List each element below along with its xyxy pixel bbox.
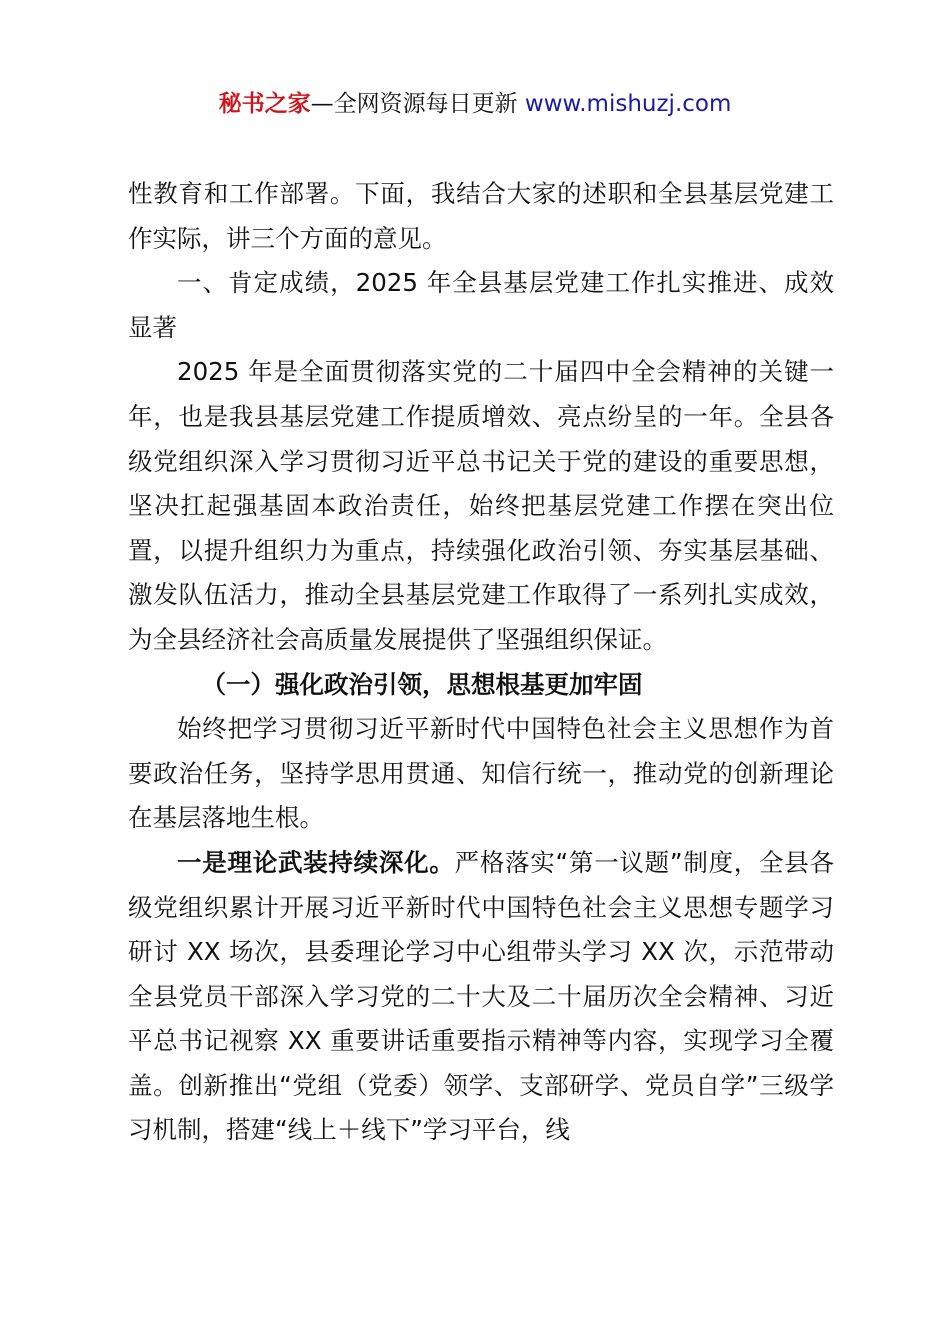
header-slogan: —全网资源每日更新 (310, 91, 525, 117)
header-url[interactable]: www.mishuzj.com (524, 91, 732, 117)
paragraph-lead: 一是理论武装持续深化。 (177, 847, 455, 877)
paragraph-political-guidance: 始终把学习贯彻习近平新时代中国特色社会主义思想作为首要政治任务，坚持学思用贯通、知信行统一，推动党的创新理论在基层落地生根。 (128, 714, 834, 833)
section-heading-1: 一、肯定成绩，2025 年全县基层党建工作扎实推进、成效显著 (128, 268, 834, 342)
paragraph-theory-body: 严格落实“第一议题”制度，全县各级党组织累计开展习近平新时代中国特色社会主义思想专题学习研讨 XX 场次，县委理论学习中心组带头学习 XX 次，示范带动全县党员干部深入学习党的二十大及二十届历次全会精神、习近平总书记视察 XX 重要讲话重要指示精神等内容，实现学习全覆盖。创新推出“党组（党委）领学、支部研学、党员自学”三级学习机制，搭建“线上＋线下”学习平台，线 (128, 847, 835, 1145)
document-body (128, 172, 834, 1153)
subsection-heading-1: （一）强化政治引领，思想根基更加牢固 (201, 669, 643, 699)
brand-name: 秘书之家 (218, 91, 311, 117)
paragraph-theory (128, 841, 834, 1153)
paragraph-continuation: 性教育和工作部署。下面，我结合大家的述职和全县基层党建工作实际，讲三个方面的意见。 (128, 179, 834, 253)
page-header (0, 88, 950, 120)
paragraph-overview: 2025 年是全面贯彻落实党的二十届四中全会精神的关键一年，也是我县基层党建工作提质增效、亮点纷呈的一年。全县各级党组织深入学习贯彻习近平总书记关于党的建设的重要思想，坚决扛起强基固本政治责任，始终把基层党建工作摆在突出位置，以提升组织力为重点，持续强化政治引领、夯实基层基础、激发队伍活力，推动全县基层党建工作取得了一系列扎实成效，为全县经济社会高质量发展提供了坚强组织保证。 (128, 357, 834, 654)
